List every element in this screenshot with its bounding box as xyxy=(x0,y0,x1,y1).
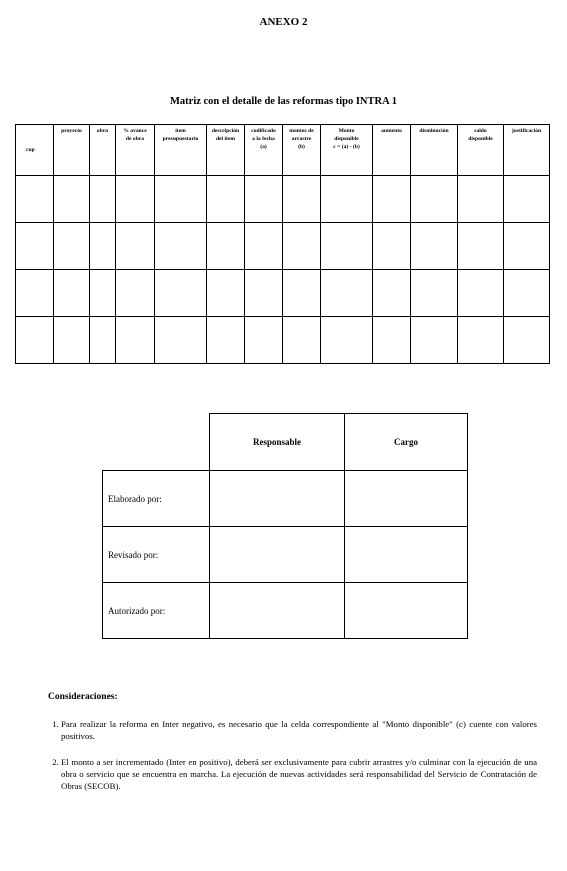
matrix-cell[interactable] xyxy=(90,317,116,364)
matrix-header-monto-disponible xyxy=(321,125,373,176)
matrix-header-line: disminución xyxy=(419,128,449,134)
cargo-cell[interactable] xyxy=(345,583,468,639)
matrix-header-line: presupuestario xyxy=(162,136,199,142)
matrix-cell[interactable] xyxy=(155,223,207,270)
matrix-header-line: (b) xyxy=(298,144,305,150)
signature-row-label: Autorizado por: xyxy=(103,583,210,639)
matrix-cell[interactable] xyxy=(411,270,458,317)
consideration-item: 2. El monto a ser incrementado (Inter en positivo), deberá ser exclusivamente para cubrir arrastres y/o culminar con la ejecución de una obra o servicio que se encuentra en marcha. La ejecución de nuevas actividades será responsabilidad del Servicio de Contratación de Obras (SECOB). xyxy=(61,756,537,792)
matrix-header-line: codificado xyxy=(251,128,276,134)
matrix-header-line: aumento xyxy=(381,128,402,134)
matrix-header-line: % avance xyxy=(123,128,147,134)
signature-row-elaborado xyxy=(103,471,468,527)
matrix-cell[interactable] xyxy=(321,317,373,364)
matrix-header-line: Monto xyxy=(338,128,355,134)
matrix-cell[interactable] xyxy=(321,270,373,317)
signature-row-label: Elaborado por: xyxy=(103,471,210,527)
matrix-cell[interactable] xyxy=(373,270,411,317)
matrix-header-line: disponible xyxy=(468,136,493,142)
matrix-header-codificado xyxy=(245,125,283,176)
matrix-cell[interactable] xyxy=(16,270,54,317)
matrix-cell[interactable] xyxy=(245,270,283,317)
matrix-cell[interactable] xyxy=(504,317,550,364)
signature-table xyxy=(102,413,468,639)
matrix-cell[interactable] xyxy=(411,223,458,270)
matrix-header-line: ítem xyxy=(175,128,186,134)
matrix-header-avance-obra xyxy=(116,125,155,176)
matrix-header-line: obra xyxy=(96,128,109,134)
matrix-cell[interactable] xyxy=(54,270,90,317)
matrix-cell[interactable] xyxy=(458,223,504,270)
matrix-cell[interactable] xyxy=(245,176,283,223)
matrix-cell[interactable] xyxy=(155,317,207,364)
matrix-cell[interactable] xyxy=(16,223,54,270)
matrix-header-row xyxy=(16,125,550,176)
matrix-cell[interactable] xyxy=(373,176,411,223)
matrix-cell[interactable] xyxy=(504,176,550,223)
matrix-header-line: disponible xyxy=(334,136,359,142)
matrix-cell[interactable] xyxy=(16,176,54,223)
matrix-cell[interactable] xyxy=(458,176,504,223)
matrix-header-line: cup xyxy=(26,147,35,153)
matrix-body xyxy=(16,176,550,364)
matrix-cell[interactable] xyxy=(458,317,504,364)
matrix-row xyxy=(16,176,550,223)
considerations-title: Consideraciones: xyxy=(48,692,118,702)
matrix-cell[interactable] xyxy=(116,270,155,317)
signature-row-autorizado xyxy=(103,583,468,639)
responsable-cell[interactable] xyxy=(210,583,345,639)
matrix-cell[interactable] xyxy=(207,176,245,223)
matrix-header-line: c = (a) - (b) xyxy=(333,144,360,150)
matrix-header-line: montos de xyxy=(289,128,314,134)
matrix-cell[interactable] xyxy=(283,223,321,270)
matrix-header-line: justificación xyxy=(511,128,542,134)
matrix-header-descripcion-item xyxy=(207,125,245,176)
matrix-cell[interactable] xyxy=(116,176,155,223)
matrix-cell[interactable] xyxy=(207,270,245,317)
annex-title: ANEXO 2 xyxy=(259,16,308,28)
matrix-title: Matriz con el detalle de las reformas tipo INTRA 1 xyxy=(170,96,397,107)
signature-row-revisado xyxy=(103,527,468,583)
matrix-header-disminucion xyxy=(411,125,458,176)
matrix-header-obra xyxy=(90,125,116,176)
matrix-header-line: (a) xyxy=(260,144,267,150)
considerations-list xyxy=(48,718,537,806)
matrix-cell[interactable] xyxy=(90,223,116,270)
matrix-header-proyecto xyxy=(54,125,90,176)
matrix-cell[interactable] xyxy=(283,176,321,223)
matrix-cell[interactable] xyxy=(283,270,321,317)
matrix-header-line: del ítem xyxy=(215,136,236,142)
matrix-cell[interactable] xyxy=(373,223,411,270)
signature-header-row xyxy=(103,414,468,471)
matrix-cell[interactable] xyxy=(411,176,458,223)
matrix-cell[interactable] xyxy=(245,223,283,270)
matrix-header-line: de obra xyxy=(125,136,145,142)
matrix-cell[interactable] xyxy=(411,317,458,364)
matrix-header-line: descripción xyxy=(211,128,240,134)
matrix-cell[interactable] xyxy=(207,317,245,364)
matrix-header-line: arrastre xyxy=(291,136,312,142)
matrix-cell[interactable] xyxy=(245,317,283,364)
signature-row-label: Revisado por: xyxy=(103,527,210,583)
matrix-cell[interactable] xyxy=(155,270,207,317)
matrix-cell[interactable] xyxy=(321,176,373,223)
cargo-cell[interactable] xyxy=(345,471,468,527)
matrix-header-line: saldo xyxy=(474,128,487,134)
matrix-cell[interactable] xyxy=(155,176,207,223)
matrix-header-montos-arrastre xyxy=(283,125,321,176)
matrix-header-cup xyxy=(16,125,54,176)
matrix-cell[interactable] xyxy=(54,223,90,270)
matrix-cell[interactable] xyxy=(16,317,54,364)
matrix-row xyxy=(16,270,550,317)
matrix-header-justificacion xyxy=(504,125,550,176)
signature-header-responsable: Responsable xyxy=(210,414,345,471)
matrix-cell[interactable] xyxy=(54,176,90,223)
matrix-row xyxy=(16,223,550,270)
matrix-cell[interactable] xyxy=(283,317,321,364)
cargo-cell[interactable] xyxy=(345,527,468,583)
responsable-cell[interactable] xyxy=(210,527,345,583)
matrix-cell[interactable] xyxy=(207,223,245,270)
matrix-header-item-presupuestario xyxy=(155,125,207,176)
matrix-cell[interactable] xyxy=(90,176,116,223)
matrix-cell[interactable] xyxy=(373,317,411,364)
matrix-cell[interactable] xyxy=(54,317,90,364)
matrix-cell[interactable] xyxy=(116,223,155,270)
matrix-cell[interactable] xyxy=(90,270,116,317)
matrix-header-line: proyecto xyxy=(61,128,82,134)
matrix-header-saldo-disponible xyxy=(458,125,504,176)
matrix-cell[interactable] xyxy=(116,317,155,364)
matrix-cell[interactable] xyxy=(504,223,550,270)
matrix-cell[interactable] xyxy=(321,223,373,270)
matrix-header-aumento xyxy=(373,125,411,176)
matrix-row xyxy=(16,317,550,364)
matrix-cell[interactable] xyxy=(458,270,504,317)
reforms-matrix-table xyxy=(15,124,550,364)
signature-header-blank xyxy=(103,414,210,471)
matrix-header-line: a la fecha xyxy=(252,136,275,142)
responsable-cell[interactable] xyxy=(210,471,345,527)
consideration-item: 1. Para realizar la reforma en Inter negativo, es necesario que la celda correspondiente al "Monto disponible" (c) cuente con valores positivos. xyxy=(61,718,537,742)
signature-header-cargo: Cargo xyxy=(345,414,468,471)
matrix-cell[interactable] xyxy=(504,270,550,317)
